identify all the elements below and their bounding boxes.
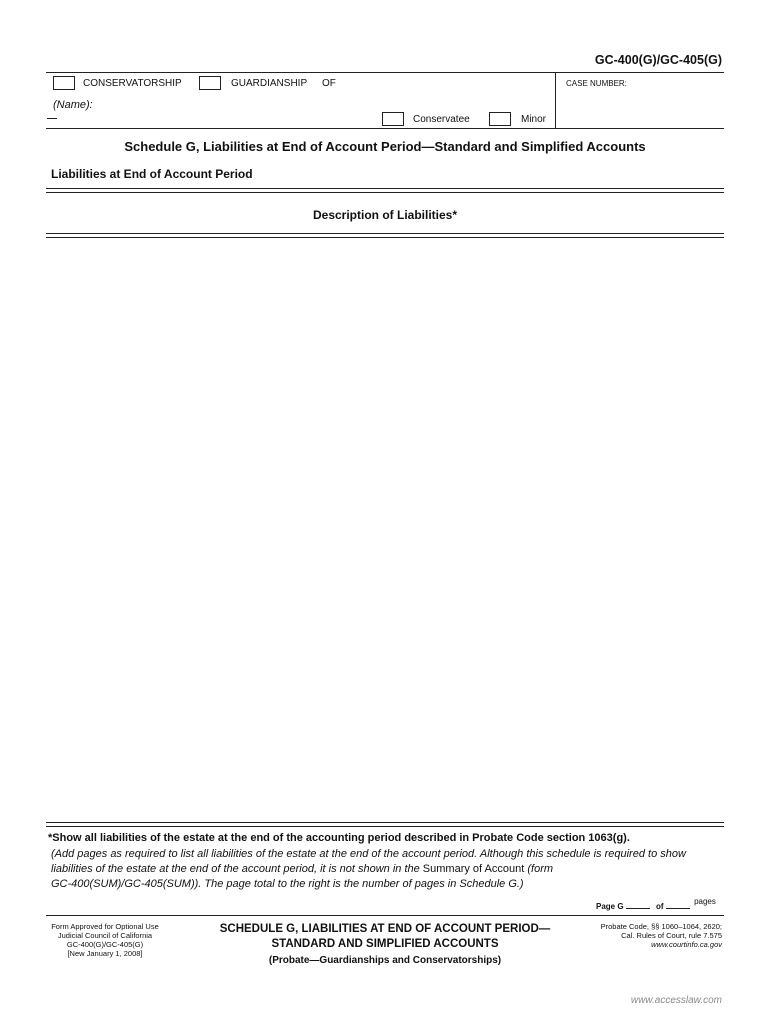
- footer-left-line-1: Form Approved for Optional Use: [51, 922, 159, 931]
- form-number: GC-400(G)/GC-405(G): [594, 53, 722, 67]
- footnote-line-2: [51, 863, 553, 875]
- watermark: www.accesslaw.com: [630, 995, 722, 1006]
- desc-bottom-rule-1: [46, 822, 724, 823]
- footnote-line-1: (Add pages as required to list all liabilities of the estate at the end of the account period. Although this schedule is required to show: [51, 848, 686, 860]
- page-number-field[interactable]: [626, 897, 650, 909]
- desc-header-rule-1: [46, 233, 724, 234]
- page-title: Schedule G, Liabilities at End of Account Period—Standard and Simplified Accounts: [124, 139, 646, 154]
- desc-header-rule-2: [46, 237, 724, 238]
- footer-title-1: SCHEDULE G, LIABILITIES AT END OF ACCOUNT PERIOD—: [219, 923, 551, 935]
- footnote-line-3: GC-400(SUM)/GC-405(SUM)). The page total to the right is the number of pages in Schedule G.): [51, 878, 524, 890]
- conservatorship-label: CONSERVATORSHIP: [83, 78, 182, 89]
- name-label: (Name):: [53, 99, 93, 111]
- conservatorship-checkbox[interactable]: [53, 76, 75, 90]
- of-label: OF: [322, 78, 336, 89]
- court-website-link[interactable]: www.courtinfo.ca.gov: [651, 940, 722, 949]
- header-divider: [555, 72, 556, 129]
- case-number-field[interactable]: [560, 92, 720, 124]
- desc-top-rule-2: [46, 192, 724, 193]
- of-pages-label: of: [656, 902, 664, 911]
- footer-left-line-3: GC-400(G)/GC-405(G): [66, 940, 144, 949]
- conservatee-label: Conservatee: [413, 114, 470, 125]
- footnote-bold: *Show all liabilities of the estate at the end of the accounting period described in Probate Code section 1063(g).: [48, 832, 630, 844]
- footer-left: [40, 922, 170, 958]
- pages-label: pages: [694, 897, 716, 906]
- footer-right-line-1: Probate Code, §§ 1060–1064, 2620;: [600, 922, 722, 931]
- conservatee-checkbox[interactable]: [382, 112, 404, 126]
- desc-top-rule-1: [46, 188, 724, 189]
- footnote-line-2c: (form: [527, 863, 554, 875]
- header-bottom-rule: [46, 128, 724, 129]
- footer-title-2: STANDARD AND SIMPLIFIED ACCOUNTS: [271, 938, 499, 950]
- footnote-line-2b: Summary of Account: [422, 863, 525, 875]
- total-pages-field[interactable]: [666, 897, 690, 909]
- guardianship-checkbox[interactable]: [199, 76, 221, 90]
- column-heading: Description of Liabilities*: [312, 208, 458, 222]
- minor-checkbox[interactable]: [489, 112, 511, 126]
- footer-left-line-4: [New January 1, 2008]: [67, 949, 143, 958]
- pagination: [596, 897, 716, 911]
- header-top-rule: [46, 72, 724, 73]
- footer-left-line-2: Judicial Council of California: [57, 931, 153, 940]
- page-g-label: Page G: [596, 902, 624, 911]
- footer-right-line-2: Cal. Rules of Court, rule 7.575: [621, 931, 722, 940]
- footer-title-3: (Probate—Guardianships and Conservatorships): [268, 955, 502, 966]
- case-number-label: CASE NUMBER:: [566, 79, 627, 88]
- name-dash: [47, 118, 57, 119]
- guardianship-label: GUARDIANSHIP: [231, 78, 308, 89]
- liabilities-description-area[interactable]: [46, 240, 724, 818]
- footnote-line-2a: liabilities of the estate at the end of the account period, it is not shown in the: [51, 863, 420, 875]
- footer-top-rule: [46, 915, 724, 916]
- desc-bottom-rule-2: [46, 826, 724, 827]
- footer-right: [601, 922, 722, 949]
- minor-label: Minor: [521, 114, 547, 125]
- section-heading: Liabilities at End of Account Period: [51, 167, 253, 181]
